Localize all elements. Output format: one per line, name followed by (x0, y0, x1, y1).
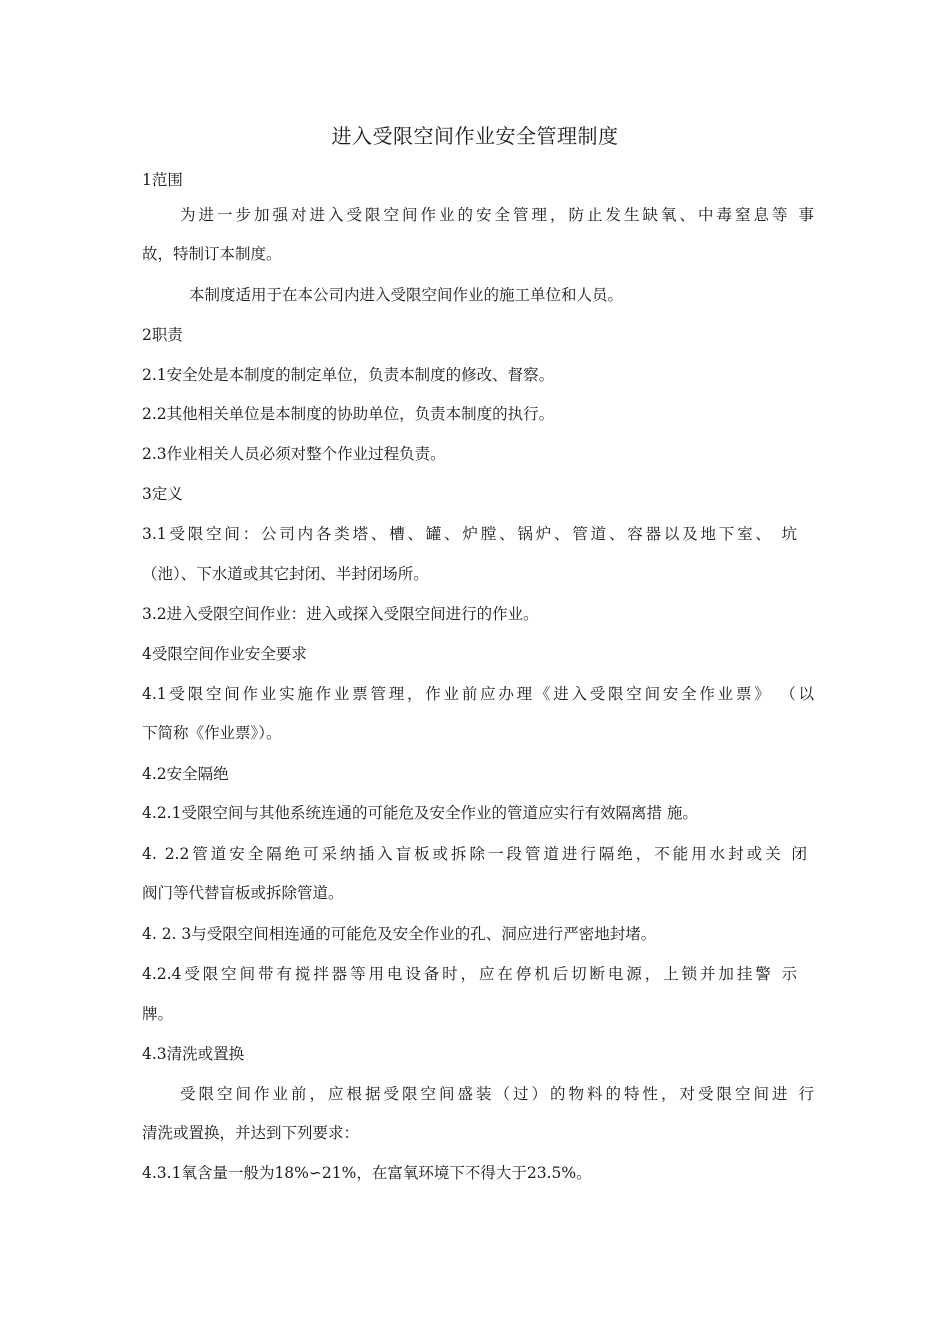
section-heading-duties: 2职责 (142, 326, 183, 344)
section-heading-requirements: 4受限空间作业安全要求 (142, 645, 307, 663)
paragraph-line: 3.2进入受限空间作业：进入或探入受限空间进行的作业。 (142, 605, 539, 623)
paragraph-line: 4. 2. 3与受限空间相连通的可能危及安全作业的孔、洞应进行严密地封堵。 (142, 925, 657, 943)
paragraph-line: 4.1受限空间作业实施作业票管理，作业前应办理《进入受限空间安全作业票》 （以 (142, 685, 814, 703)
paragraph-line: 2.2其他相关单位是本制度的协助单位，负责本制度的执行。 (142, 405, 555, 423)
paragraph-line: 2.1安全处是本制度的制定单位，负责本制度的修改、督察。 (142, 366, 555, 384)
paragraph-line: 牌。 (142, 1005, 174, 1023)
document-title: 进入受限空间作业安全管理制度 (331, 124, 619, 148)
paragraph-line: 2.3作业相关人员必须对整个作业过程负责。 (142, 445, 446, 463)
paragraph-line: 4. 2.2管道安全隔绝可采纳插入盲板或拆除一段管道进行隔绝，不能用水封或关 闭 (142, 845, 807, 863)
paragraph-line: 故，特制订本制度。 (142, 245, 282, 263)
paragraph-line: 本制度适用于在本公司内进入受限空间作业的施工单位和人员。 (189, 286, 624, 304)
paragraph-line: 下简称《作业票》）。 (142, 724, 282, 742)
section-heading-scope: 1范围 (142, 171, 183, 189)
paragraph-line: （池）、下水道或其它封闭、半封闭场所。 (142, 565, 429, 583)
subsection-heading-cleaning: 4.3清洗或置换 (142, 1045, 245, 1063)
paragraph-line: 3.1受限空间：公司内各类塔、槽、罐、炉膛、锅炉、管道、容器以及地下室、 坑 (142, 525, 797, 543)
paragraph-line: 受限空间作业前，应根据受限空间盛装（过）的物料的特性，对受限空间进 行 (180, 1085, 814, 1103)
paragraph-line: 清洗或置换，并达到下列要求： (142, 1124, 360, 1142)
paragraph-line: 4.3.1氧含量一般为18%∽21%，在富氧环境下不得大于23.5%。 (142, 1164, 592, 1182)
paragraph-line: 阀门等代替盲板或拆除管道。 (142, 884, 344, 902)
paragraph-line: 为进一步加强对进入受限空间作业的安全管理，防止发生缺氧、中毒窒息等 事 (180, 206, 814, 224)
subsection-heading-isolation: 4.2安全隔绝 (142, 765, 229, 783)
paragraph-line: 4.2.1受限空间与其他系统连通的可能危及安全作业的管道应实行有效隔离措 施。 (142, 804, 698, 822)
section-heading-definitions: 3定义 (142, 485, 183, 503)
paragraph-line: 4.2.4受限空间带有搅拌器等用电设备时，应在停机后切断电源，上锁并加挂警 示 (142, 965, 797, 983)
